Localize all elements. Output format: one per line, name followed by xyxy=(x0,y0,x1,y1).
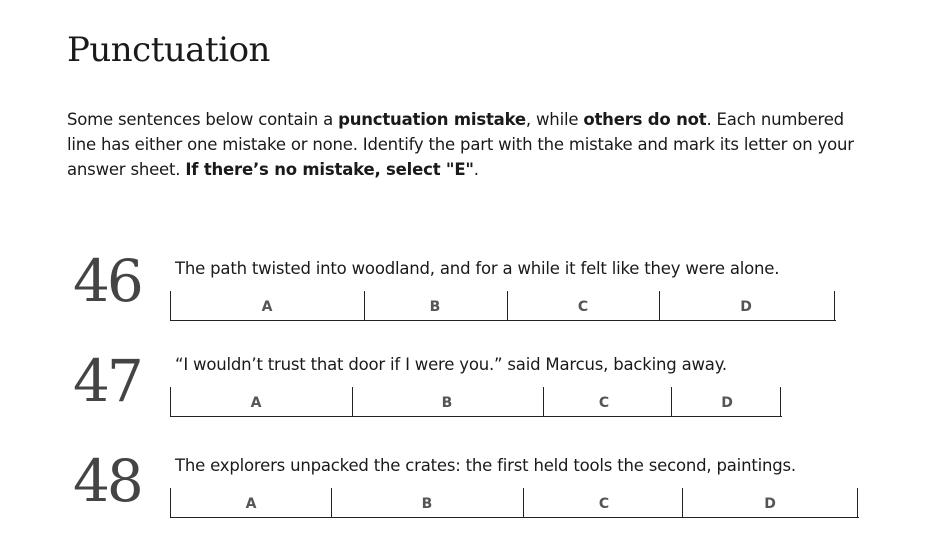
bracket-baseline xyxy=(170,517,859,518)
segment-a-label[interactable]: A xyxy=(250,395,262,411)
page-title: Punctuation xyxy=(67,30,270,70)
instructions-text-4: . xyxy=(473,160,479,179)
instructions xyxy=(67,107,877,182)
instructions-text-2: , while xyxy=(525,110,584,129)
segment-d-label[interactable]: D xyxy=(721,395,733,411)
question-number: 46 xyxy=(73,247,141,315)
segment-b-label[interactable]: B xyxy=(421,496,433,512)
instructions-text-1: Some sentences below contain a xyxy=(67,110,339,129)
bracket-tick xyxy=(331,488,332,518)
instructions-text-3: . Each numbered line has either one mistake or none. Identify the part with the mistake and mark its letter on your answer sheet. xyxy=(67,110,854,179)
segment-d-label[interactable]: D xyxy=(740,299,752,315)
bracket-tick xyxy=(170,291,171,321)
segment-b-label[interactable]: B xyxy=(441,395,453,411)
bracket-baseline xyxy=(170,320,836,321)
instructions-bold-1: punctuation mistake xyxy=(338,110,526,129)
segment-a-label[interactable]: A xyxy=(245,496,257,512)
bracket-tick xyxy=(352,387,353,417)
question-number: 47 xyxy=(73,347,141,415)
instructions-bold-2: others do not xyxy=(583,110,707,129)
segment-d-label[interactable]: D xyxy=(764,496,776,512)
bracket-tick xyxy=(659,291,660,321)
segment-c-label[interactable]: C xyxy=(598,395,610,411)
bracket-tick xyxy=(170,488,171,518)
bracket-tick xyxy=(682,488,683,518)
segment-c-label[interactable]: C xyxy=(598,496,610,512)
bracket-tick xyxy=(364,291,365,321)
bracket-tick xyxy=(170,387,171,417)
bracket-tick xyxy=(834,291,835,321)
segment-c-label[interactable]: C xyxy=(577,299,589,315)
bracket-tick xyxy=(523,488,524,518)
question-sentence: The explorers unpacked the crates: the first held tools the second, paintings. xyxy=(175,456,796,475)
bracket-tick xyxy=(780,387,781,417)
bracket-tick xyxy=(543,387,544,417)
bracket-tick xyxy=(671,387,672,417)
instructions-bold-3: If there’s no mistake, select "E" xyxy=(185,160,474,179)
segment-bracket xyxy=(170,387,782,417)
segment-bracket xyxy=(170,488,859,518)
question-sentence: The path twisted into woodland, and for a while it felt like they were alone. xyxy=(175,259,780,278)
segment-b-label[interactable]: B xyxy=(429,299,441,315)
question-number: 48 xyxy=(73,447,141,515)
question-sentence: “I wouldn’t trust that door if I were you.” said Marcus, backing away. xyxy=(175,355,727,374)
bracket-tick xyxy=(507,291,508,321)
bracket-tick xyxy=(857,488,858,518)
bracket-baseline xyxy=(170,416,782,417)
segment-a-label[interactable]: A xyxy=(261,299,273,315)
segment-bracket xyxy=(170,291,836,321)
